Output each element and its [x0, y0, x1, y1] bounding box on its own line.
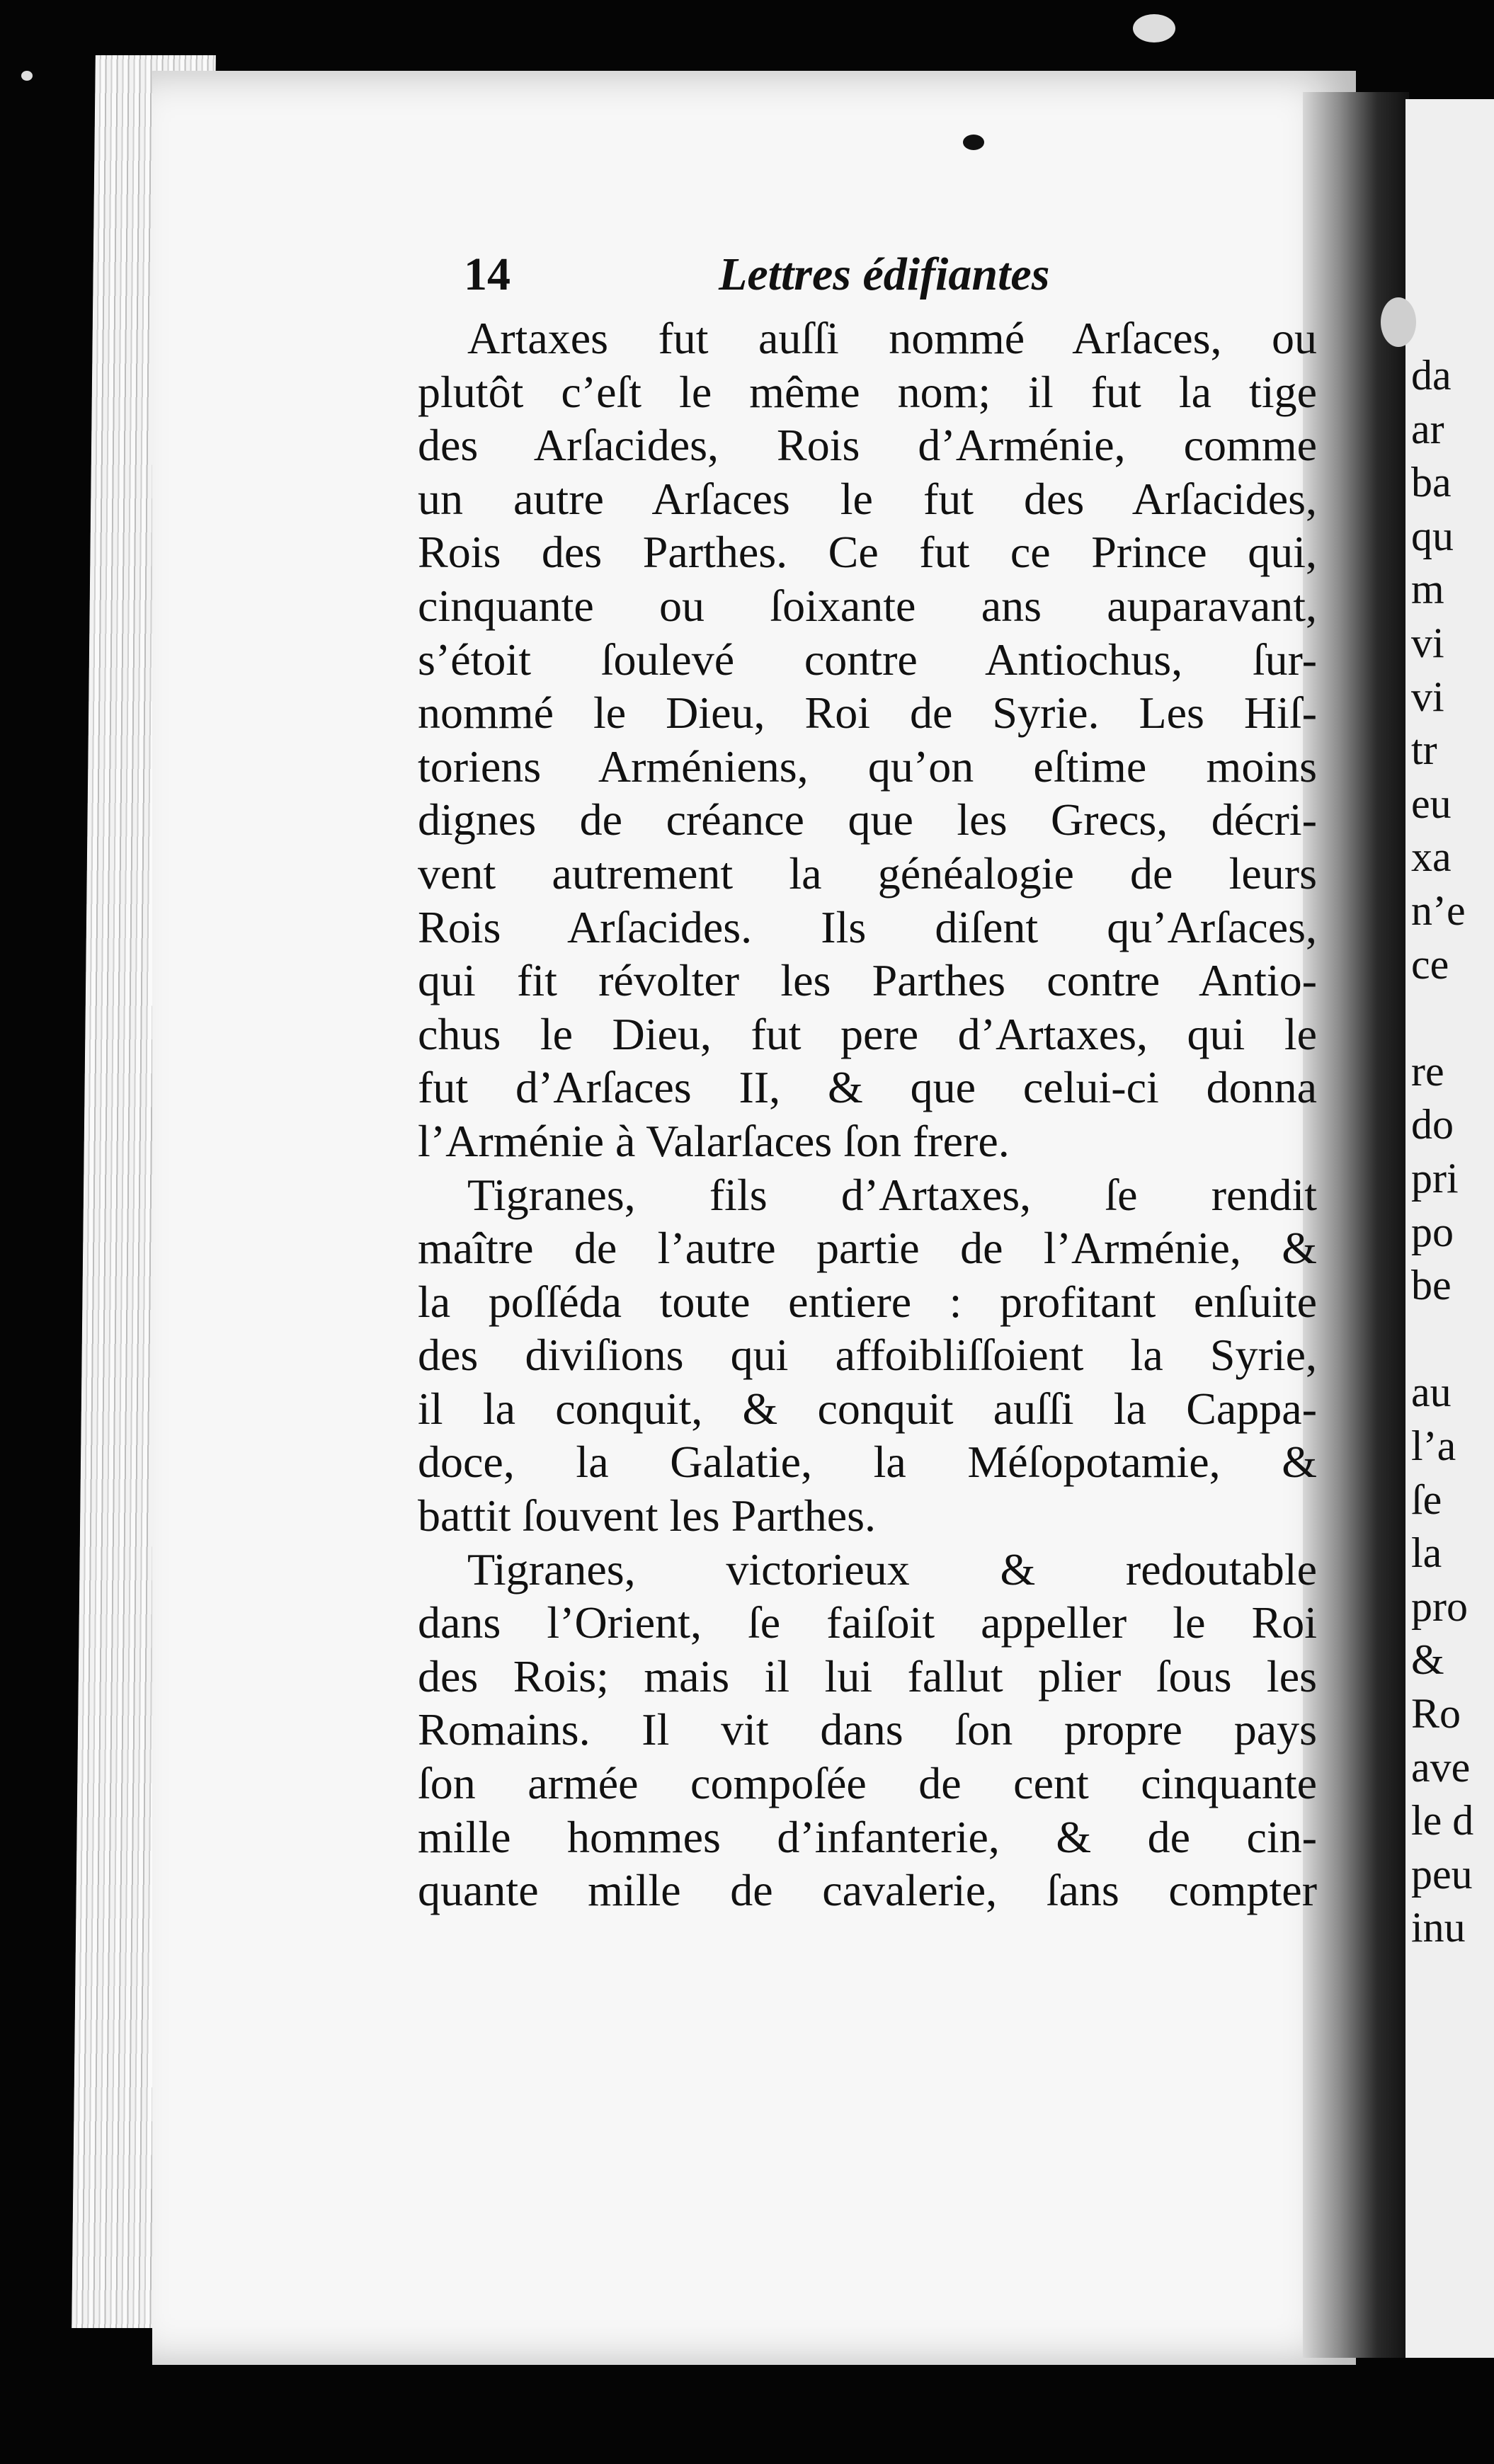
facing-page-line: qu [1411, 512, 1454, 559]
text-line: maître de l’autre partie de l’Arménie, & [418, 1223, 1317, 1274]
body-text [418, 312, 1317, 1917]
text-line: doce, la Galatie, la Méſopotamie, & [418, 1437, 1317, 1488]
text-line: toriens Arméniens, qu’on eſtime moins [418, 741, 1317, 792]
text-line: des Arſacides, Rois d’Arménie, comme [418, 420, 1317, 471]
text-line: qui fit révolter les Parthes contre Antio- [418, 955, 1317, 1006]
facing-page-line: tr [1411, 726, 1437, 774]
text-line: Tigranes, victorieux & redoutable [467, 1544, 1317, 1595]
ink-speck [963, 135, 984, 150]
text-line: plutôt c’eſt le même nom; il fut la tige [418, 366, 1317, 417]
page-header [464, 248, 1328, 312]
facing-page-line: vi [1411, 620, 1444, 666]
facing-page-line: peu [1411, 1850, 1473, 1898]
text-line: chus le Dieu, fut pere d’Artaxes, qui le [418, 1008, 1317, 1059]
text-line: Rois des Parthes. Ce fut ce Prince qui, [418, 527, 1317, 578]
text-line: quante mille de cavalerie, ſans compter [418, 1865, 1317, 1916]
text-line: dignes de créance que les Grecs, décri- [418, 794, 1317, 845]
facing-page-line: re [1411, 1047, 1444, 1095]
facing-page-line: da [1411, 352, 1452, 399]
text-line: des diviſions qui affoibliſſoient la Syrie, [418, 1330, 1317, 1381]
facing-page-line: eu [1411, 780, 1452, 827]
text-line: vent autrement la généalogie de leurs [418, 848, 1317, 899]
facing-page-line: xa [1411, 833, 1452, 881]
facing-page-line: ba [1411, 459, 1452, 506]
facing-page-line: l’a [1411, 1422, 1456, 1469]
text-line: nommé le Dieu, Roi de Syrie. Les Hiſ- [418, 688, 1317, 738]
facing-page-line: n’e [1411, 887, 1466, 934]
text-line: l’Arménie à Valarſaces ſon frere. [418, 1115, 1010, 1166]
text-line: Romains. Il vit dans ſon propre pays [418, 1704, 1317, 1755]
text-line: Tigranes, fils d’Artaxes, ſe rendit [467, 1169, 1317, 1220]
text-line: la poſſéda toute entiere : profitant enſuite [418, 1276, 1317, 1327]
text-line: Artaxes fut auſſi nommé Arſaces, ou [467, 313, 1317, 363]
facing-page-line: be [1411, 1262, 1452, 1309]
facing-page-line: pri [1411, 1155, 1459, 1202]
facing-page-line: m [1411, 566, 1444, 613]
facing-page-line: & [1411, 1636, 1444, 1684]
text-line: ſon armée compoſée de cent cinquante [418, 1758, 1317, 1809]
page-number: 14 [464, 249, 511, 300]
text-line: dans l’Orient, ſe faiſoit appeller le Roi [418, 1597, 1317, 1648]
facing-page-line: po [1411, 1208, 1454, 1255]
facing-page-line: do [1411, 1101, 1454, 1148]
facing-page-line: au [1411, 1369, 1452, 1416]
facing-page-line: Ro [1411, 1690, 1461, 1737]
facing-page-line: ar [1411, 405, 1444, 452]
text-line: mille hommes d’infanterie, & de cin- [418, 1811, 1317, 1862]
running-title: Lettres édifiantes [719, 249, 1050, 300]
facing-page-line: le d [1411, 1797, 1474, 1844]
text-line: il la conquit, & conquit auſſi la Cappa- [418, 1383, 1317, 1434]
text-line: battit ſouvent les Parthes. [418, 1490, 876, 1541]
paper-speck [21, 71, 33, 81]
text-line: des Rois; mais il lui fallut plier ſous les [418, 1650, 1317, 1701]
facing-page-line: ce [1411, 940, 1449, 988]
facing-page-line: ſe [1411, 1476, 1442, 1523]
facing-page-fragment [1405, 99, 1494, 2358]
facing-page-line: inu [1411, 1904, 1466, 1951]
text-line: Rois Arſacides. Ils diſent qu’Arſaces, [418, 901, 1317, 952]
text-line: un autre Arſaces le fut des Arſacides, [418, 473, 1317, 524]
facing-page-line: pro [1411, 1582, 1468, 1630]
facing-page-line: la [1411, 1529, 1442, 1577]
paper-speck [1133, 14, 1175, 42]
text-line: cinquante ou ſoixante ans auparavant, [418, 580, 1317, 631]
book-gutter-shadow [1303, 92, 1409, 2358]
facing-page-line: vi [1411, 673, 1444, 720]
text-line: fut d’Arſaces II, & que celui-ci donna [418, 1062, 1317, 1113]
text-line: s’étoit ſoulevé contre Antiochus, ſur- [418, 634, 1317, 685]
facing-page-line: ave [1411, 1743, 1471, 1791]
paper-speck [1381, 297, 1416, 347]
